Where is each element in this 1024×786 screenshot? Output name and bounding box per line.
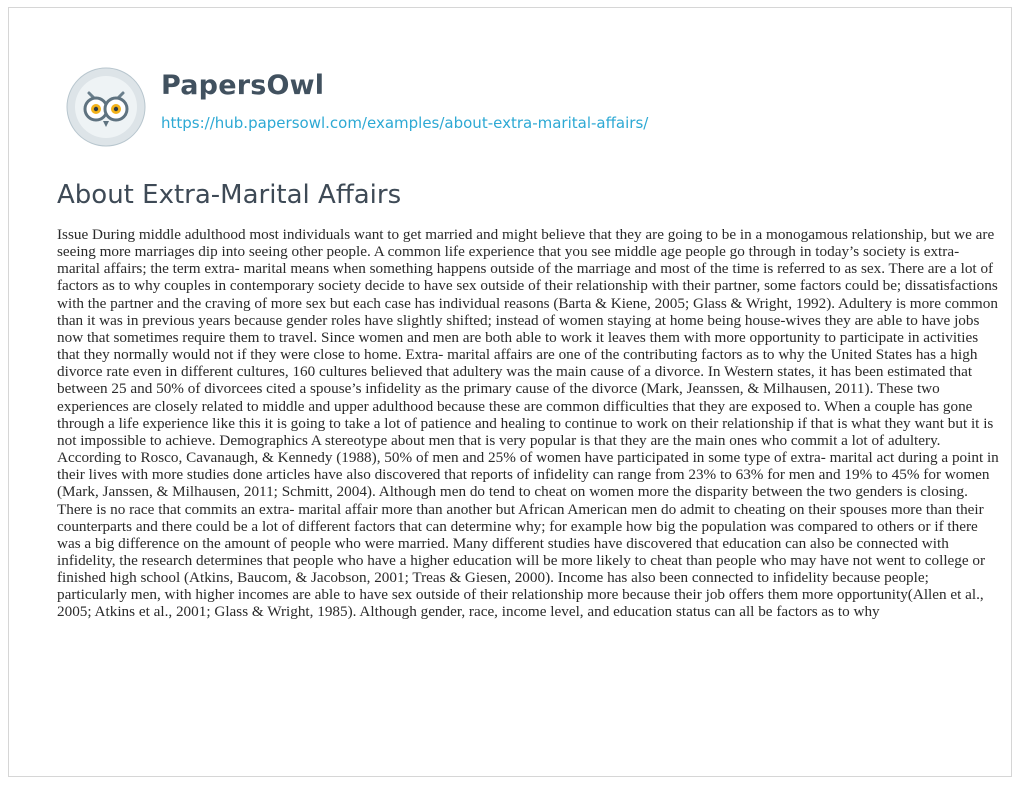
- site-brand: PapersOwl: [161, 70, 325, 101]
- document-body: Issue During middle adulthood most individuals want to get married and might believe that they are going to be in a monogamous relationship, but we are seeing more marriages dip into seeing other people. A common life experience that you see middle age people go through in today’s society is extra-marital affairs; the term extra- marital means when something happens outside of the marriage and most of the time is referred to as sex. There are a lot of factors as to why couples in contemporary society decide to have sex outside of their relationship with their partner, some factors could be; dissatisfactions with the partner and the craving of more sex but each case has individual reasons (Barta & Kiene, 2005; Glass & Wright, 1992). Adultery is more common than it was in previous years because gender roles have slightly shifted; instead of women staying at home being house-wives they are able to have jobs now that sometimes require them to travel. Since women and men are both able to work it leaves them with more opportunity to participate in activities that they normally would not if they were close to home. Extra- marital affairs are one of the contributing factors as to why the United States has a high divorce rate even in different cultures, 160 cultures believed that adultery was the main cause of a divorce. In Western states, it has been estimated that between 25 and 50% of divorcees cited a spouse’s infidelity as the primary cause of the divorce (Mark, Jeanssen, & Milhausen, 2011). These two experiences are closely related to middle and upper adulthood because these are common difficulties that they are exposed to. When a couple has gone through a life experience like this it is going to take a lot of patience and healing to continue to work on their relationship if that is what they want but it is not impossible to achieve. Demographics A stereotype about men that is very popular is that they are the main ones who commit a lot of adultery. According to Rosco, Cavanaugh, & Kennedy (1988), 50% of men and 25% of women have participated in some type of extra- marital act during a point in their lives with more studies done articles have also discovered that reports of infidelity can range from 23% to 63% for men and 19% to 45% for women (Mark, Janssen, & Milhausen, 2011; Schmitt, 2004). Although men do tend to cheat on women more the disparity between the two genders is closing. There is no race that commits an extra- marital affair more than another but African American men do admit to cheating on their spouses more than their counterparts and there could be a lot of different factors that can determine why; for example how big the population was compared to others or if there was a big difference on the amount of people who were married. Many different studies have discovered that education can also be connected with infidelity, the research determines that people who have a higher education will be more likely to cheat than people who may have not went to college or finished high school (Atkins, Baucom, & Jacobson, 2001; Treas & Giesen, 2000). Income has also been connected to infidelity because people; particularly men, with higher incomes are able to have sex outside of their relationship more because their job offers them more opportunity(Allen et al., 2005; Atkins et al., 2001; Glass & Wright, 1985). Although gender, race, income level, and education status can all be factors as to why: [57, 226, 999, 621]
- document-title: About Extra-Marital Affairs: [57, 180, 402, 210]
- document-frame: [8, 7, 1012, 777]
- owl-logo-icon: [65, 66, 147, 148]
- source-url-link[interactable]: https://hub.papersowl.com/examples/about-extra-marital-affairs/: [161, 114, 649, 132]
- site-header: [49, 58, 849, 148]
